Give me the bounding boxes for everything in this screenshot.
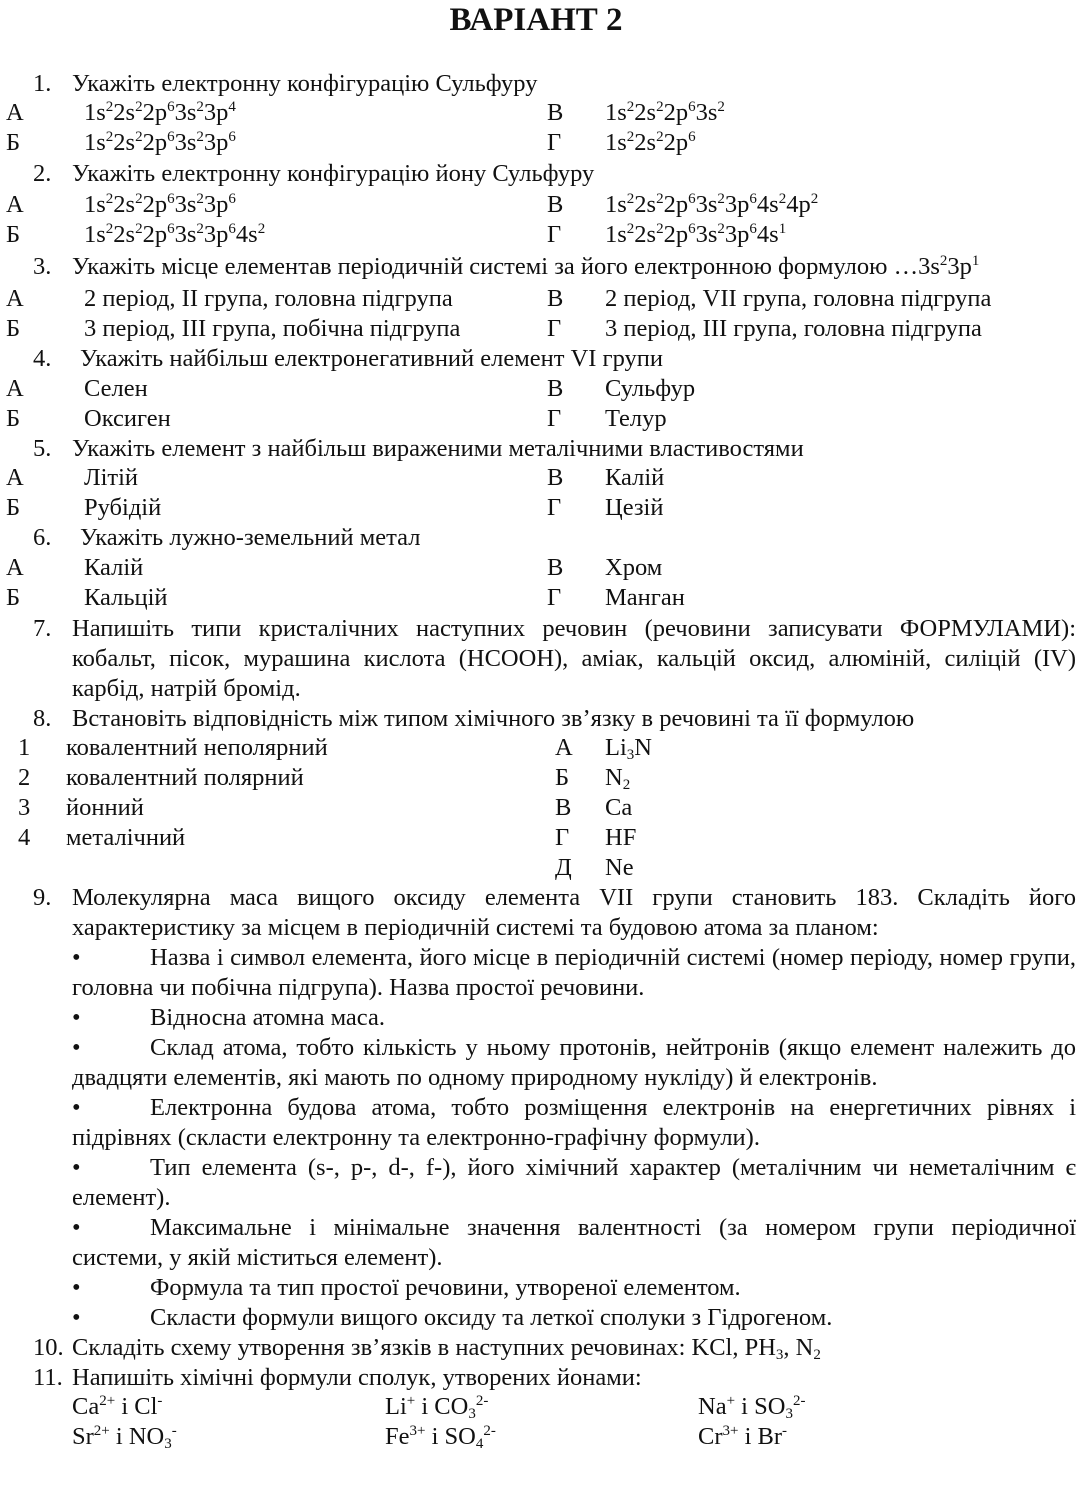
option-answer: Цезій xyxy=(605,494,664,521)
plan-item: • Тип елемента (s-, p-, d-, f-), його хімічний характер (металічним чи неметалічним є елемент). xyxy=(72,1154,1076,1211)
match-right-formula: Ne xyxy=(605,854,634,881)
match-left-number: 4 xyxy=(18,824,31,851)
question-text: Напишіть хімічні формули сполук, утворених йонами: xyxy=(72,1364,642,1391)
option-letter: Г xyxy=(547,405,562,432)
option-answer: Кальцій xyxy=(84,584,168,611)
question-number: 6. xyxy=(33,524,52,551)
option-letter: В xyxy=(547,375,564,402)
option-letter: А xyxy=(6,191,24,218)
option-answer: $1s^22s^22p^63s^23p^4$ xyxy=(84,99,236,126)
match-left-number: 1 xyxy=(18,734,31,761)
option-letter: Б xyxy=(6,405,21,432)
bullet: • xyxy=(72,1004,81,1031)
match-right-letter: Б xyxy=(555,764,570,791)
option-answer: $1s^22s^22p^63s^23p^64s^2$ xyxy=(84,221,266,248)
question-text-line: Напишіть типи кристалічних наступних речовин (речовини записувати ФОРМУЛАМИ): xyxy=(72,615,1076,642)
option-answer: Калій xyxy=(605,464,665,491)
option-letter: А xyxy=(6,554,24,581)
question-text: Встановіть відповідність між типом хімічного зв’язку в речовині та її формулою xyxy=(72,705,915,732)
question-number: 9. xyxy=(33,884,52,911)
option-answer: Телур xyxy=(605,405,667,432)
ion-pair: $Ca^{2+}$ і Cl- xyxy=(72,1393,163,1420)
question-text-line: Молекулярна маса вищого оксиду елемента VII групи становить 183. Складіть його xyxy=(72,884,1076,911)
plan-item: • Максимальне і мінімальне значення валентності (за номером групи періодичної системи, у якій міститься елемент). xyxy=(72,1214,1076,1271)
option-answer: Рубідій xyxy=(84,494,162,521)
option-letter: А xyxy=(6,464,24,491)
question-text: Укажіть лужно-земельний метал xyxy=(80,524,421,551)
match-left-label: йонний xyxy=(66,794,144,821)
option-letter: Г xyxy=(547,584,562,611)
match-right-formula: Ca xyxy=(605,794,633,821)
bullet: • xyxy=(72,1154,81,1181)
question-number: 4. xyxy=(33,345,52,372)
match-right-formula: HF xyxy=(605,824,637,851)
option-answer: $1s^22s^22p^63s^2$ xyxy=(605,99,725,126)
plan-item: • Назва і символ елемента, його місце в періодичній системі (номер періоду, номер групи, головна чи побічна підгрупа). Назва простої речовини. xyxy=(72,944,1076,1001)
option-letter: В xyxy=(547,99,564,126)
option-letter: Б xyxy=(6,129,21,156)
option-letter: А xyxy=(6,99,24,126)
option-letter: В xyxy=(547,554,564,581)
question-text: Укажіть найбільш електронегативний елемент VІ групи xyxy=(80,345,663,372)
bullet: • xyxy=(72,1214,81,1241)
question-text-line: характеристику за місцем в періодичній системі та будовою атома за планом: xyxy=(72,914,879,941)
ion-pair: $Cr^{3+}$ і Br- xyxy=(698,1423,788,1450)
plan-item: • Скласти формули вищого оксиду та леткої сполуки з Гідрогеном. xyxy=(72,1304,833,1331)
option-letter: Б xyxy=(6,221,21,248)
option-letter: В xyxy=(547,285,564,312)
question-number: 2. xyxy=(33,160,52,187)
option-letter: Б xyxy=(6,315,21,342)
option-letter: Б xyxy=(6,494,21,521)
option-letter: В xyxy=(547,191,564,218)
bullet: • xyxy=(72,1034,81,1061)
match-right-letter: Г xyxy=(555,824,570,851)
option-answer: Калій xyxy=(84,554,144,581)
page-title: ВАРІАНТ 2 xyxy=(449,2,623,38)
option-letter: Г xyxy=(547,129,562,156)
bullet: • xyxy=(72,1094,81,1121)
match-right-letter: А xyxy=(555,734,573,761)
option-letter: Б xyxy=(6,584,21,611)
plan-item: • Формула та тип простої речовини, утвореної елементом. xyxy=(72,1274,741,1301)
question-number: 1. xyxy=(33,70,52,97)
option-answer: Сульфур xyxy=(605,375,696,402)
option-answer: $1s^22s^22p^63s^23p^6$ xyxy=(84,129,236,156)
option-letter: Г xyxy=(547,494,562,521)
option-answer: 2 період, ІІ група, головна підгрупа xyxy=(84,285,453,312)
option-answer: $1s^22s^22p^63s^23p^6$ xyxy=(84,191,236,218)
match-left-number: 2 xyxy=(18,764,31,791)
bullet: • xyxy=(72,944,81,971)
plan-item: • Електронна будова атома, тобто розміщення електронів на енергетичних рівнях і підрівнях (скласти електронну та електронно-графічну формули). xyxy=(72,1094,1076,1151)
option-answer: 3 період, ІІІ група, побічна підгрупа xyxy=(84,315,461,342)
option-letter: Г xyxy=(547,221,562,248)
question-text: Укажіть електронну конфігурацію йону Сульфуру xyxy=(72,160,595,187)
match-right-formula: $Li_3N$ xyxy=(605,734,652,763)
option-answer: Манган xyxy=(605,584,685,611)
bullet: • xyxy=(72,1304,81,1331)
ion-pair: Li+ і $CO_3^{2-}$ xyxy=(385,1393,489,1422)
option-answer: $1s^22s^22p^63s^23p^64s^24p^2$ xyxy=(605,191,819,218)
question-text: Укажіть електронну конфігурацію Сульфуру xyxy=(72,70,538,97)
option-letter: А xyxy=(6,375,24,402)
option-letter: В xyxy=(547,464,564,491)
option-answer: Хром xyxy=(605,554,663,581)
option-answer: 3 період, ІІІ група, головна підгрупа xyxy=(605,315,982,342)
question-number: 7. xyxy=(33,615,52,642)
match-left-label: ковалентний неполярний xyxy=(66,734,328,761)
match-left-number: 3 xyxy=(18,794,31,821)
option-letter: А xyxy=(6,285,24,312)
match-right-letter: В xyxy=(555,794,572,821)
option-answer: 2 період, VІІ група, головна підгрупа xyxy=(605,285,992,312)
plan-item: • Відносна атомна маса. xyxy=(72,1004,385,1031)
question-number: 8. xyxy=(33,705,52,732)
option-answer: Оксиген xyxy=(84,405,171,432)
match-right-letter: Д xyxy=(555,854,572,881)
question-text: Укажіть елемент з найбільш вираженими металічними властивостями xyxy=(72,435,804,462)
ion-pair: $Sr^{2+}$ і $NO_3^-$ xyxy=(72,1423,177,1452)
bullet: • xyxy=(72,1274,81,1301)
question-number: 10. xyxy=(33,1334,64,1361)
question-number: 5. xyxy=(33,435,52,462)
option-answer: $1s^22s^22p^6$ xyxy=(605,129,696,156)
match-left-label: металічний xyxy=(66,824,186,851)
option-answer: Селен xyxy=(84,375,148,402)
option-answer: Літій xyxy=(84,464,139,491)
question-text-line: карбід, натрій бромід. xyxy=(72,675,301,702)
match-right-formula: $N_2$ xyxy=(605,764,631,793)
option-letter: Г xyxy=(547,315,562,342)
ion-pair: Na+ і $SO_3^{2-}$ xyxy=(698,1393,806,1422)
question-text-line: кобальт, пісок, мурашина кислота (HCOOH), аміак, кальцій оксид, алюміній, силіцій (IV) xyxy=(72,645,1076,672)
match-left-label: ковалентний полярний xyxy=(66,764,304,791)
question-number: 3. xyxy=(33,253,52,280)
question-text: Складіть схему утворення зв’язків в наступних речовинах: KCl, $PH_3$, $N_2$ xyxy=(72,1334,821,1363)
option-answer: $1s^22s^22p^63s^23p^64s^1$ xyxy=(605,221,787,248)
question-text: Укажіть місце елементав періодичній системі за його електронною формулою $\dots 3s^23p^1$ xyxy=(72,253,980,280)
plan-item: • Склад атома, тобто кількість у ньому протонів, нейтронів (якщо елемент належить до двадцяти елементів, які мають по одному природному нукліду) й електронів. xyxy=(72,1034,1076,1091)
ion-pair: $Fe^{3+}$ і $SO_4^{2-}$ xyxy=(385,1423,496,1452)
question-number: 11. xyxy=(33,1364,63,1391)
